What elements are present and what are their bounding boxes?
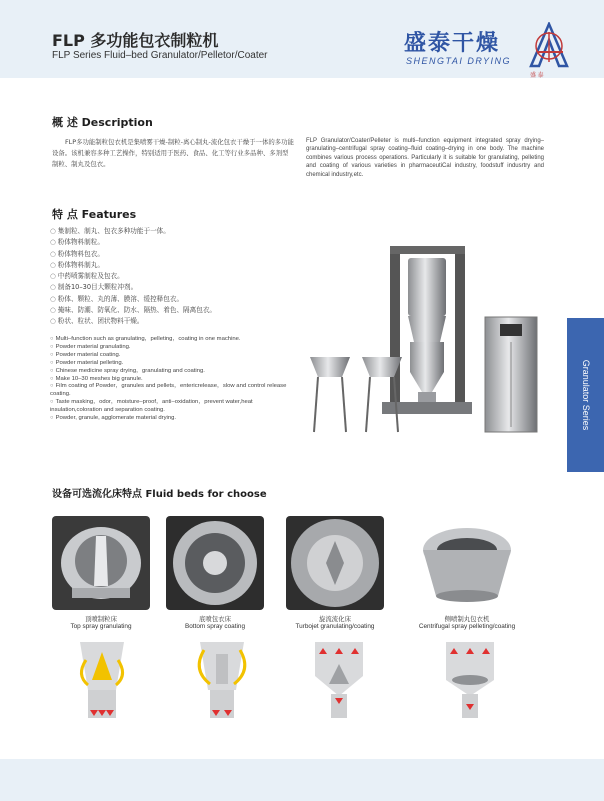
bullet-icon: ○ [50, 227, 56, 235]
brand-logo-subtext: SHENGTAI DRYING [406, 56, 512, 66]
list-item: ○ Taste masking，odor，moisture–proof，anti–oxidation，prevent water,heat insulation,coloration and separation coating. [50, 399, 253, 414]
bullet-icon: ○ [50, 367, 54, 374]
caption-en: Top spray granulating [70, 623, 132, 630]
caption-cn: 侧喷制丸包衣机 [444, 615, 490, 623]
features-list-cn [50, 225, 290, 327]
list-item: ○ Powder material coating. [50, 351, 121, 358]
bullet-icon: ○ [50, 294, 56, 303]
list-item: ○ 中药喷雾制粒及包衣。 [50, 272, 124, 281]
turbojet-photo [286, 516, 384, 610]
bullet-icon: ○ [50, 359, 54, 366]
list-item: ○ 粉体物料制粒。 [50, 238, 104, 247]
bullet-icon: ○ [50, 306, 56, 315]
list-item: ○ Make 10–30 meshes big granule. [50, 375, 143, 382]
bottom-spray-photo [166, 516, 264, 610]
caption-en: Centrifugal spray pelleting/coating [418, 623, 516, 630]
list-item: ○ Film coating of Powder，granules and pellets，entericrelease，slow and control release coating. [50, 383, 287, 398]
bullet-icon: ○ [50, 415, 54, 422]
description-heading: 概 述 Description [52, 116, 153, 129]
bullet-icon: ○ [50, 249, 56, 258]
caption-bottom-spray [155, 614, 275, 630]
list-item: ○ Powder, granule, agglomerate material drying. [50, 415, 177, 422]
list-item: ○ Chinese medicine spray drying，granulating and coating. [50, 367, 205, 374]
centrifugal-photo [418, 516, 516, 610]
centrifugal-diagram [434, 640, 506, 720]
list-item: ○ 制备10–30目大颗粒冲剂。 [50, 283, 138, 292]
caption-cn: 旋流流化床 [319, 615, 351, 623]
turbojet-diagram [303, 640, 375, 720]
list-item: ○ Powder material pelleting. [50, 359, 124, 366]
list-item: ○ Multi–function such as granulating，pelleting，coating in one machine. [50, 336, 241, 342]
list-item: ○ Powder material granulating. [50, 343, 131, 350]
list-item: ○ 粉体物料包衣。 [50, 249, 104, 258]
caption-centrifugal [407, 614, 527, 630]
caption-cn: 底喷包衣床 [199, 615, 231, 623]
top-spray-diagram [66, 640, 138, 720]
caption-en: Bottom spray coating [184, 623, 246, 630]
bullet-icon: ○ [50, 260, 56, 269]
bullet-icon: ○ [50, 383, 54, 390]
bullet-icon: ○ [50, 399, 54, 406]
list-item: ○ 粉体、颗粒、丸的薄、膜溶、缓控释包衣。 [50, 294, 184, 303]
bullet-icon: ○ [50, 283, 56, 292]
description-text-en: FLP Granulator/Coater/Pelleter is multi–function equipment integrated spray drying–granulating–centrifugal spray coating–fluid coating–drying in one body. The machine combines various process operations. Particularly it is suitable for granulating, pelleting and coating of various varieties in pharmaceutiCal industry, foodstuff indusrtry and chemical industry,etc. [306, 138, 544, 178]
top-spray-photo [52, 516, 150, 610]
bullet-icon: ○ [50, 351, 54, 358]
brand-logo-icon [527, 22, 571, 70]
caption-en: Turbojet granulating/coating [295, 623, 375, 630]
caption-top-spray [41, 614, 161, 630]
description-text-cn: FLP多功能制粒包衣机是集喷雾干燥-制粒-离心制丸-流化包衣干燥于一体的多功能设备。该机兼容多种工艺操作，特别适用于医药、食品、化工等行业多品种、多剂型制粒、制丸及包衣。 [52, 138, 294, 168]
page-title-cn: FLP 多功能包衣制粒机 [52, 31, 219, 50]
bullet-icon: ○ [50, 272, 56, 281]
brand-logo-seal-text: 盛 泰 [530, 73, 544, 79]
list-item: ○ 粉状、粒状、团状物料干燥。 [50, 317, 144, 326]
features-heading: 特 点 Features [52, 208, 137, 221]
bullet-icon: ○ [50, 238, 56, 247]
fluid-beds-heading: 设备可选流化床特点 Fluid beds for choose [52, 489, 267, 500]
page-title-en: FLP Series Fluid–bed Granulator/Pelletor/Coater [52, 50, 268, 61]
bottom-spray-diagram [186, 640, 258, 720]
caption-turbojet [275, 614, 395, 630]
list-item: ○ 粉体物料制丸。 [50, 260, 104, 269]
caption-cn: 顶喷制粒床 [85, 615, 117, 623]
features-list-en [50, 336, 290, 423]
side-tab-label: Granulator Series [580, 359, 591, 431]
bullet-icon: ○ [50, 375, 54, 382]
bullet-icon: ○ [50, 343, 54, 350]
fluid-bed-machine-image [300, 232, 550, 442]
list-item: ○ 集制粒、制丸、包衣多种功能于一体。 [50, 227, 170, 235]
bullet-icon: ○ [50, 336, 54, 342]
side-tab-granulator-series[interactable] [567, 318, 604, 472]
brand-logo-text: 盛泰干燥 [404, 31, 501, 56]
list-item: ○ 掩味、防潮、防氧化、防水、隔热、着色、隔离包衣。 [50, 306, 217, 315]
bullet-icon: ○ [50, 317, 56, 326]
footer-band [0, 759, 604, 801]
